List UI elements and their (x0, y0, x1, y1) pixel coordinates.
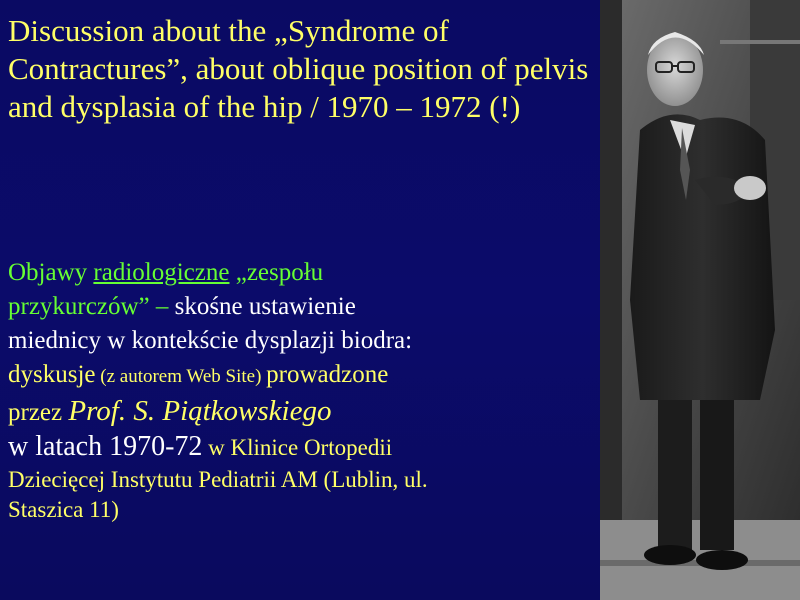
body-line-3 (8, 324, 600, 358)
body-text: miednicy w kontekście dysplazji biodra: (8, 327, 413, 354)
radiologiczne-link[interactable]: radiologiczne (93, 259, 230, 286)
body-text: w latach 1970-72 (8, 431, 203, 462)
body-text: Objawy (8, 259, 94, 286)
body-line-7 (8, 465, 600, 495)
portrait-photo-icon (600, 0, 800, 600)
body-line-8 (8, 495, 600, 525)
body-text: przez (8, 399, 69, 426)
body-line-6 (8, 430, 600, 465)
professor-name: Prof. S. Piątkowskiego (68, 395, 332, 427)
body-line-1 (8, 256, 600, 290)
body-text: „zespołu (229, 259, 324, 286)
body-line-4 (8, 358, 600, 394)
body-text: przykurczów” – (8, 293, 169, 320)
body-text: (z autorem Web Site) (95, 366, 267, 387)
body-line-5 (8, 394, 600, 430)
body-text: Dziecięcej Instytutu Pediatrii AM (Lublin, ul. (8, 467, 428, 492)
portrait-photo (600, 0, 800, 600)
slide-title: Discussion about the „Syndrome of Contractures”, about oblique position of pelvis and dysplasia of the hip / 1970 – 1972 (!) (8, 13, 589, 124)
body-line-2 (8, 290, 600, 324)
body-text: Staszica 11) (8, 497, 119, 522)
body-text: skośne ustawienie (168, 293, 356, 320)
slide-body (8, 256, 600, 525)
body-text: prowadzone (266, 361, 389, 388)
body-text: dyskusje (8, 361, 96, 388)
body-text: w Klinice Ortopedii (202, 435, 393, 460)
